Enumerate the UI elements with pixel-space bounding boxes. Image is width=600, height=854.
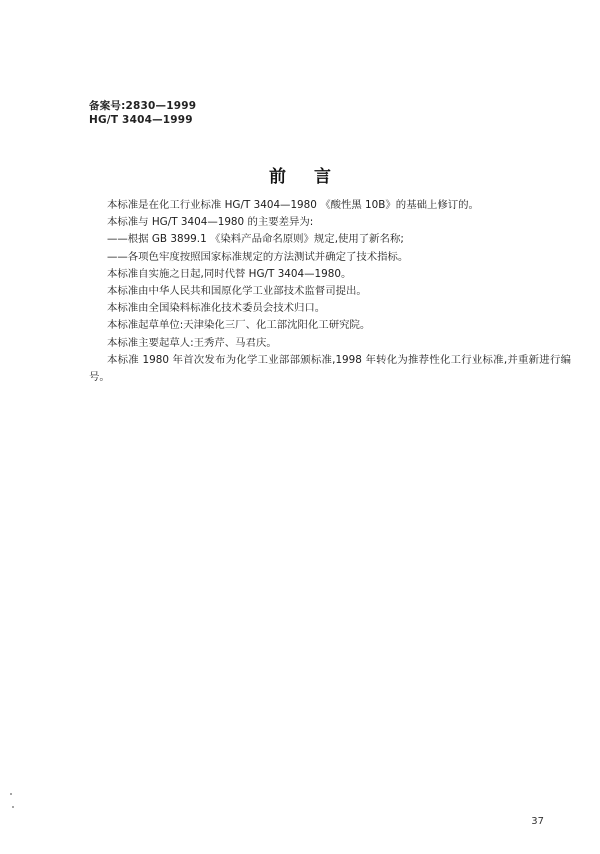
standard-code: HG/T 3404—1999: [89, 114, 193, 126]
paragraph-history: 本标准 1980 年首次发布为化学工业部部颁标准,1998 年转化为推荐性化工行业标准,并重新进行编号。: [89, 353, 571, 384]
paragraph-centralized-by: 本标准由全国染料标准化技术委员会技术归口。: [107, 302, 326, 315]
scan-speck: [12, 806, 14, 808]
paragraph-proposed-by: 本标准由中华人民共和国原化学工业部技术监督司提出。: [107, 285, 367, 298]
page-number: 37: [531, 816, 544, 827]
scan-speck: [10, 793, 12, 795]
paragraph-drafters: 本标准主要起草人:王秀芹、马君庆。: [107, 336, 277, 349]
paragraph-drafting-units: 本标准起草单位:天津染化三厂、化工部沈阳化工研究院。: [107, 319, 371, 332]
paragraph-difference-name: ——根据 GB 3899.1 《染料产品命名原则》规定,使用了新名称;: [107, 233, 404, 246]
paragraph-basis: 本标准是在化工行业标准 HG/T 3404—1980 《酸性黑 10B》的基础上修订的。: [107, 199, 479, 211]
paragraph-replaces: 本标准自实施之日起,同时代替 HG/T 3404—1980。: [107, 267, 352, 280]
record-number: 备案号:2830—1999: [89, 100, 197, 112]
page-title: 前言: [269, 167, 359, 187]
paragraph-differences-intro: 本标准与 HG/T 3404—1980 的主要差异为:: [107, 216, 314, 229]
paragraph-difference-fastness: ——各项色牢度按照国家标准规定的方法测试并确定了技术指标。: [107, 250, 409, 263]
foreword-body: [89, 197, 571, 386]
